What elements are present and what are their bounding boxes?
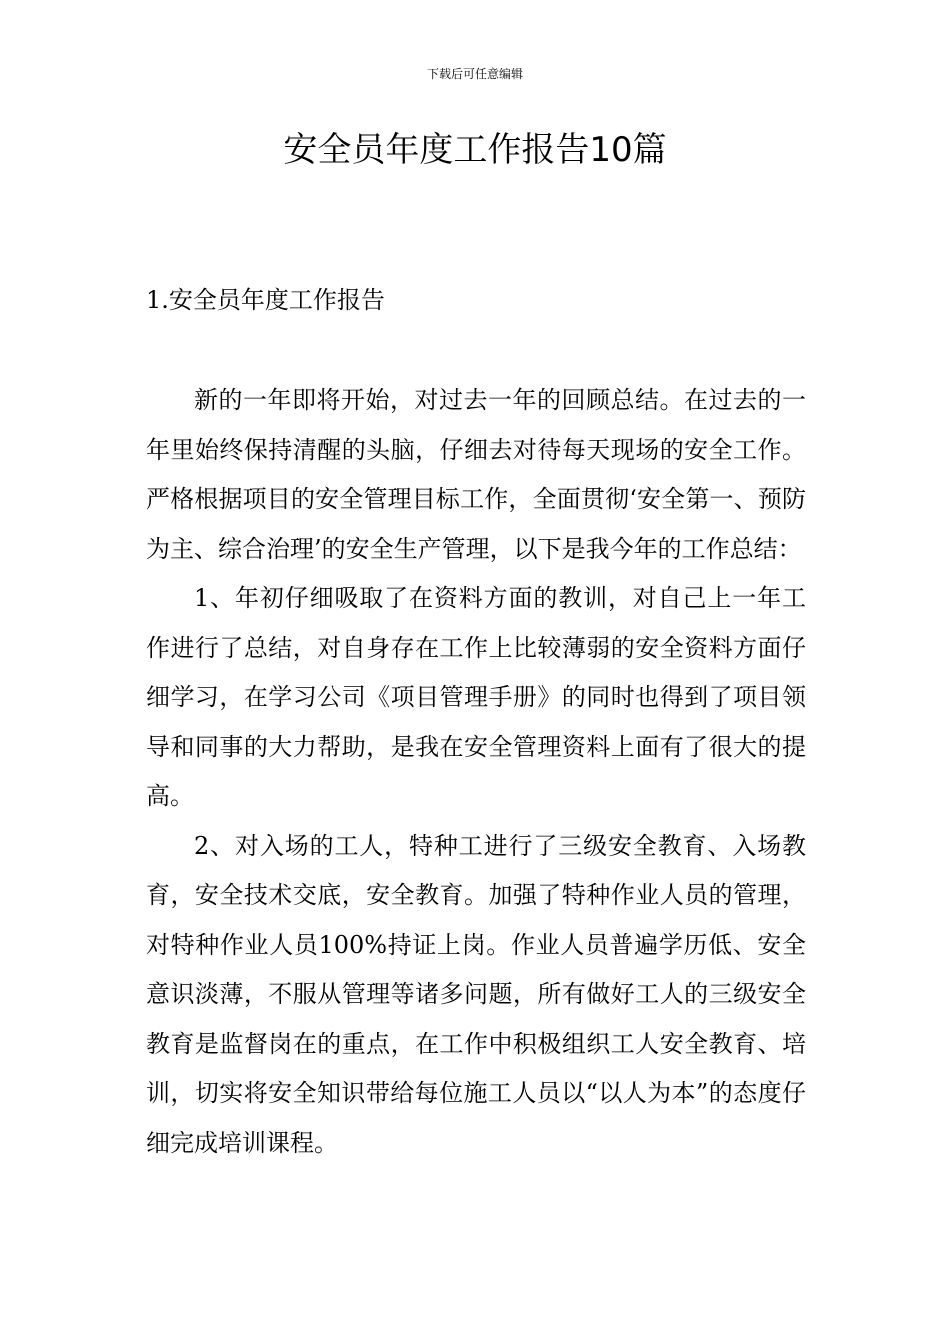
document-title: 安全员年度工作报告10篇 [283,130,667,170]
section-heading: 1.安全员年度工作报告 [146,286,385,314]
document-body [146,376,806,1168]
header-note: 下载后可任意编辑 [426,67,523,81]
paragraph-intro: 新的一年即将开始，对过去一年的回顾总结。在过去的一年里始终保持清醒的头脑，仔细去对待每天现场的安全工作。严格根据项目的安全管理目标工作，全面贯彻‘安全第一、预防为主、综合治理’的安全生产管理，以下是我今年的工作总结： [146,386,806,563]
paragraph-item-2: 2、对入场的工人，特种工进行了三级安全教育、入场教育，安全技术交底，安全教育。加强了特种作业人员的管理，对特种作业人员100%持证上岗。作业人员普遍学历低、安全意识淡薄，不服从管理等诸多问题，所有做好工人的三级安全教育是监督岗在的重点，在工作中积极组织工人安全教育、培训，切实将安全知识带给每位施工人员以“以人为本”的态度仔细完成培训课程。 [146,831,806,1157]
paragraph-item-1: 1、年初仔细吸取了在资料方面的教训，对自己上一年工作进行了总结，对自身存在工作上比较薄弱的安全资料方面仔细学习，在学习公司《项目管理手册》的同时也得到了项目领导和同事的大力帮助，是我在安全管理资料上面有了很大的提高。 [146,584,806,810]
